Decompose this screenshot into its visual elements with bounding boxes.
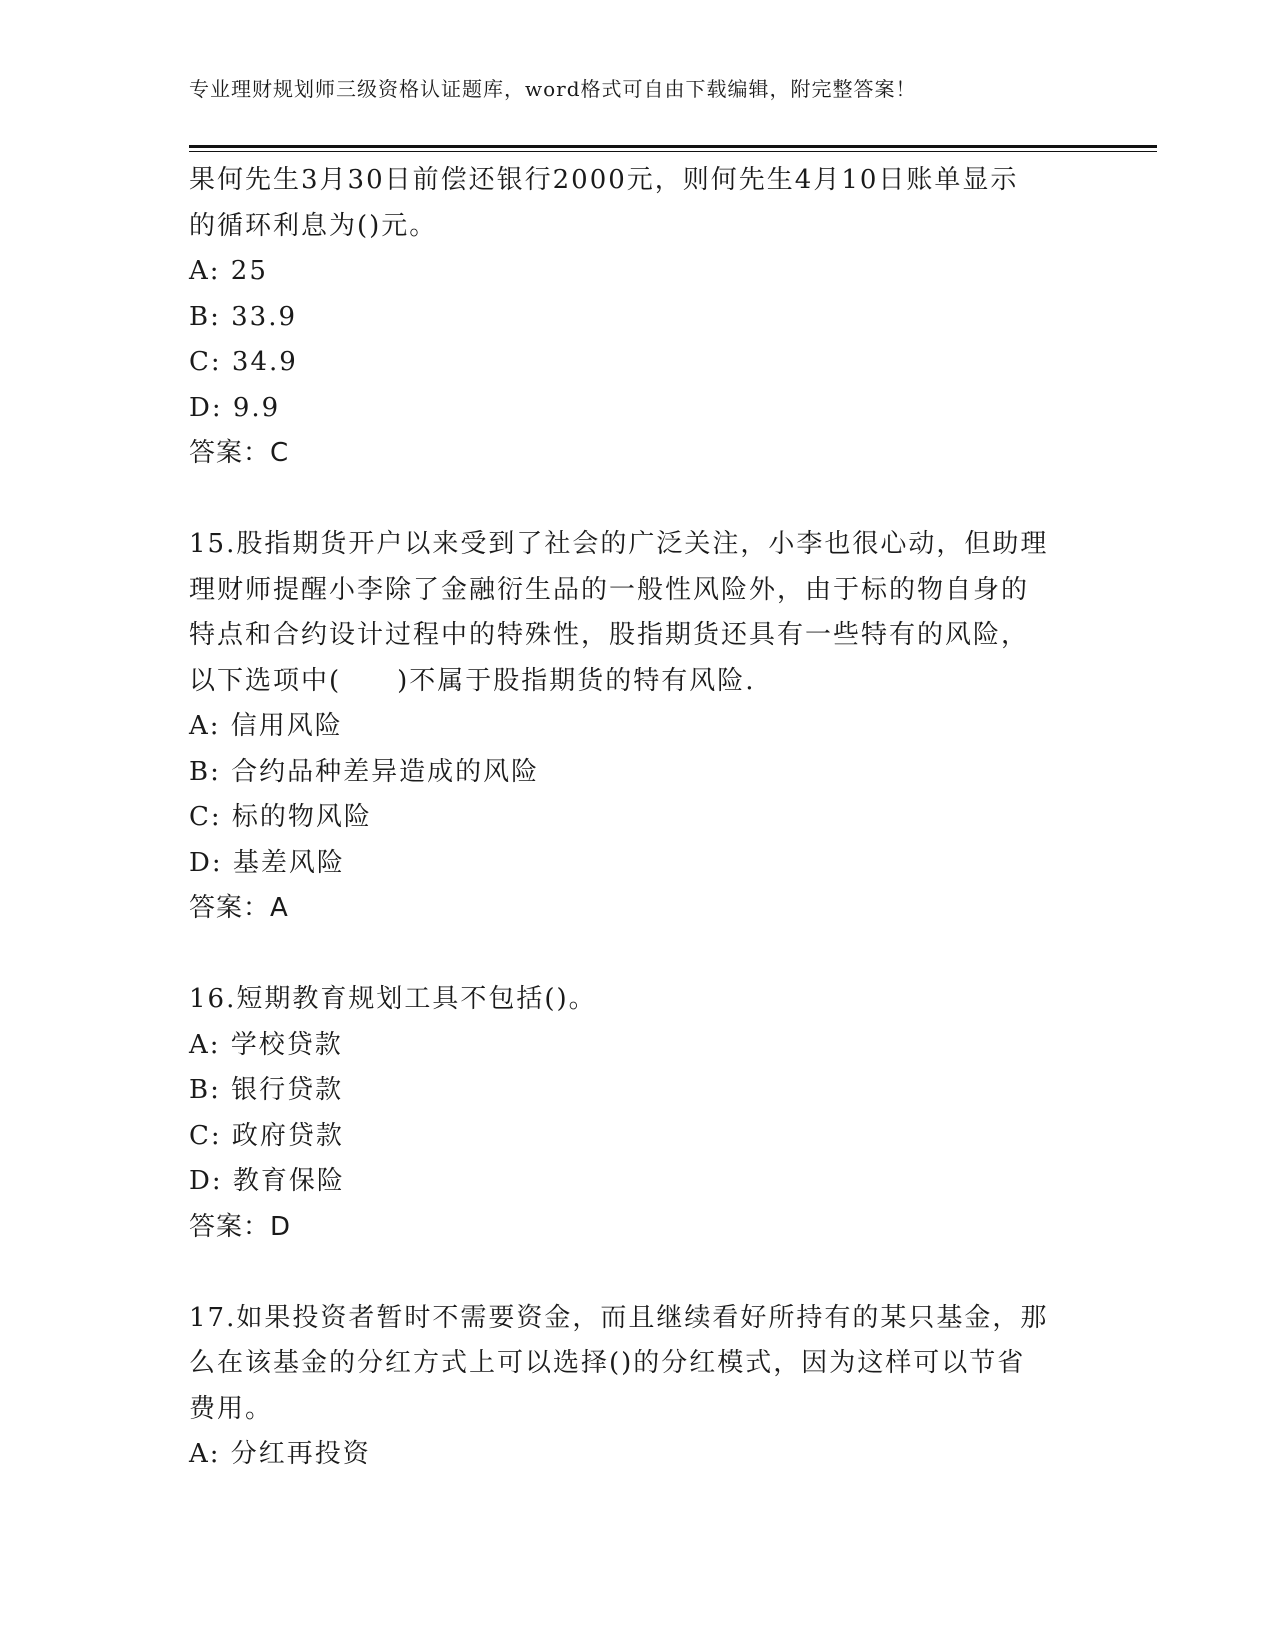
question-stem-line: 的循环利息为()元。 bbox=[189, 210, 438, 241]
answer-line: 答案：D bbox=[189, 1211, 292, 1242]
page-header: 专业理财规划师三级资格认证题库，word格式可自由下载编辑，附完整答案！ bbox=[189, 77, 917, 101]
question-block bbox=[189, 158, 1089, 477]
question-spacer bbox=[189, 1250, 1089, 1296]
option-a: A: 25 bbox=[189, 256, 268, 286]
option-b: B: 33.9 bbox=[189, 301, 298, 332]
question-spacer bbox=[189, 477, 1089, 523]
question-stem-line: 16.短期教育规划工具不包括()。 bbox=[189, 984, 597, 1014]
option-d: D: 9.9 bbox=[189, 392, 281, 423]
option-c: C: 34.9 bbox=[189, 347, 298, 377]
question-stem-line: 果何先生3月30日前偿还银行2000元，则何先生4月10日账单显示 bbox=[189, 165, 1019, 195]
question-spacer bbox=[189, 932, 1089, 978]
question-stem-line: 以下选项中( )不属于股指期货的特有风险. bbox=[189, 665, 756, 696]
option-d: D: 基差风险 bbox=[189, 847, 345, 878]
question-stem-line: 15.股指期货开户以来受到了社会的广泛关注，小李也很心动，但助理 bbox=[189, 529, 1049, 559]
question-list bbox=[189, 158, 1089, 1478]
question-block bbox=[189, 522, 1089, 932]
option-c: C: 政府贷款 bbox=[189, 1120, 344, 1151]
question-stem-line: 么在该基金的分红方式上可以选择()的分红模式，因为这样可以节省 bbox=[189, 1348, 1026, 1378]
header-rule-thick bbox=[189, 145, 1157, 148]
answer-line: 答案：A bbox=[189, 893, 289, 923]
option-c: C: 标的物风险 bbox=[189, 802, 372, 832]
question-stem-line: 特点和合约设计过程中的特殊性，股指期货还具有一些特有的风险， bbox=[189, 620, 1030, 650]
option-a: A: 学校贷款 bbox=[189, 1029, 343, 1060]
question-stem-line: 理财师提醒小李除了金融衍生品的一般性风险外，由于标的物自身的 bbox=[189, 574, 1030, 605]
question-block bbox=[189, 1296, 1089, 1478]
option-d: D: 教育保险 bbox=[189, 1166, 345, 1196]
question-stem-line: 费用。 bbox=[189, 1393, 274, 1424]
header-rule-thin bbox=[189, 151, 1157, 152]
option-a: A: 分红再投资 bbox=[189, 1439, 371, 1469]
option-b: B: 合约品种差异造成的风险 bbox=[189, 756, 540, 787]
option-a: A: 信用风险 bbox=[189, 711, 343, 741]
question-block bbox=[189, 977, 1089, 1250]
option-b: B: 银行贷款 bbox=[189, 1075, 344, 1105]
answer-line: 答案：C bbox=[189, 438, 290, 468]
question-stem-line: 17.如果投资者暂时不需要资金，而且继续看好所持有的某只基金，那 bbox=[189, 1302, 1049, 1333]
